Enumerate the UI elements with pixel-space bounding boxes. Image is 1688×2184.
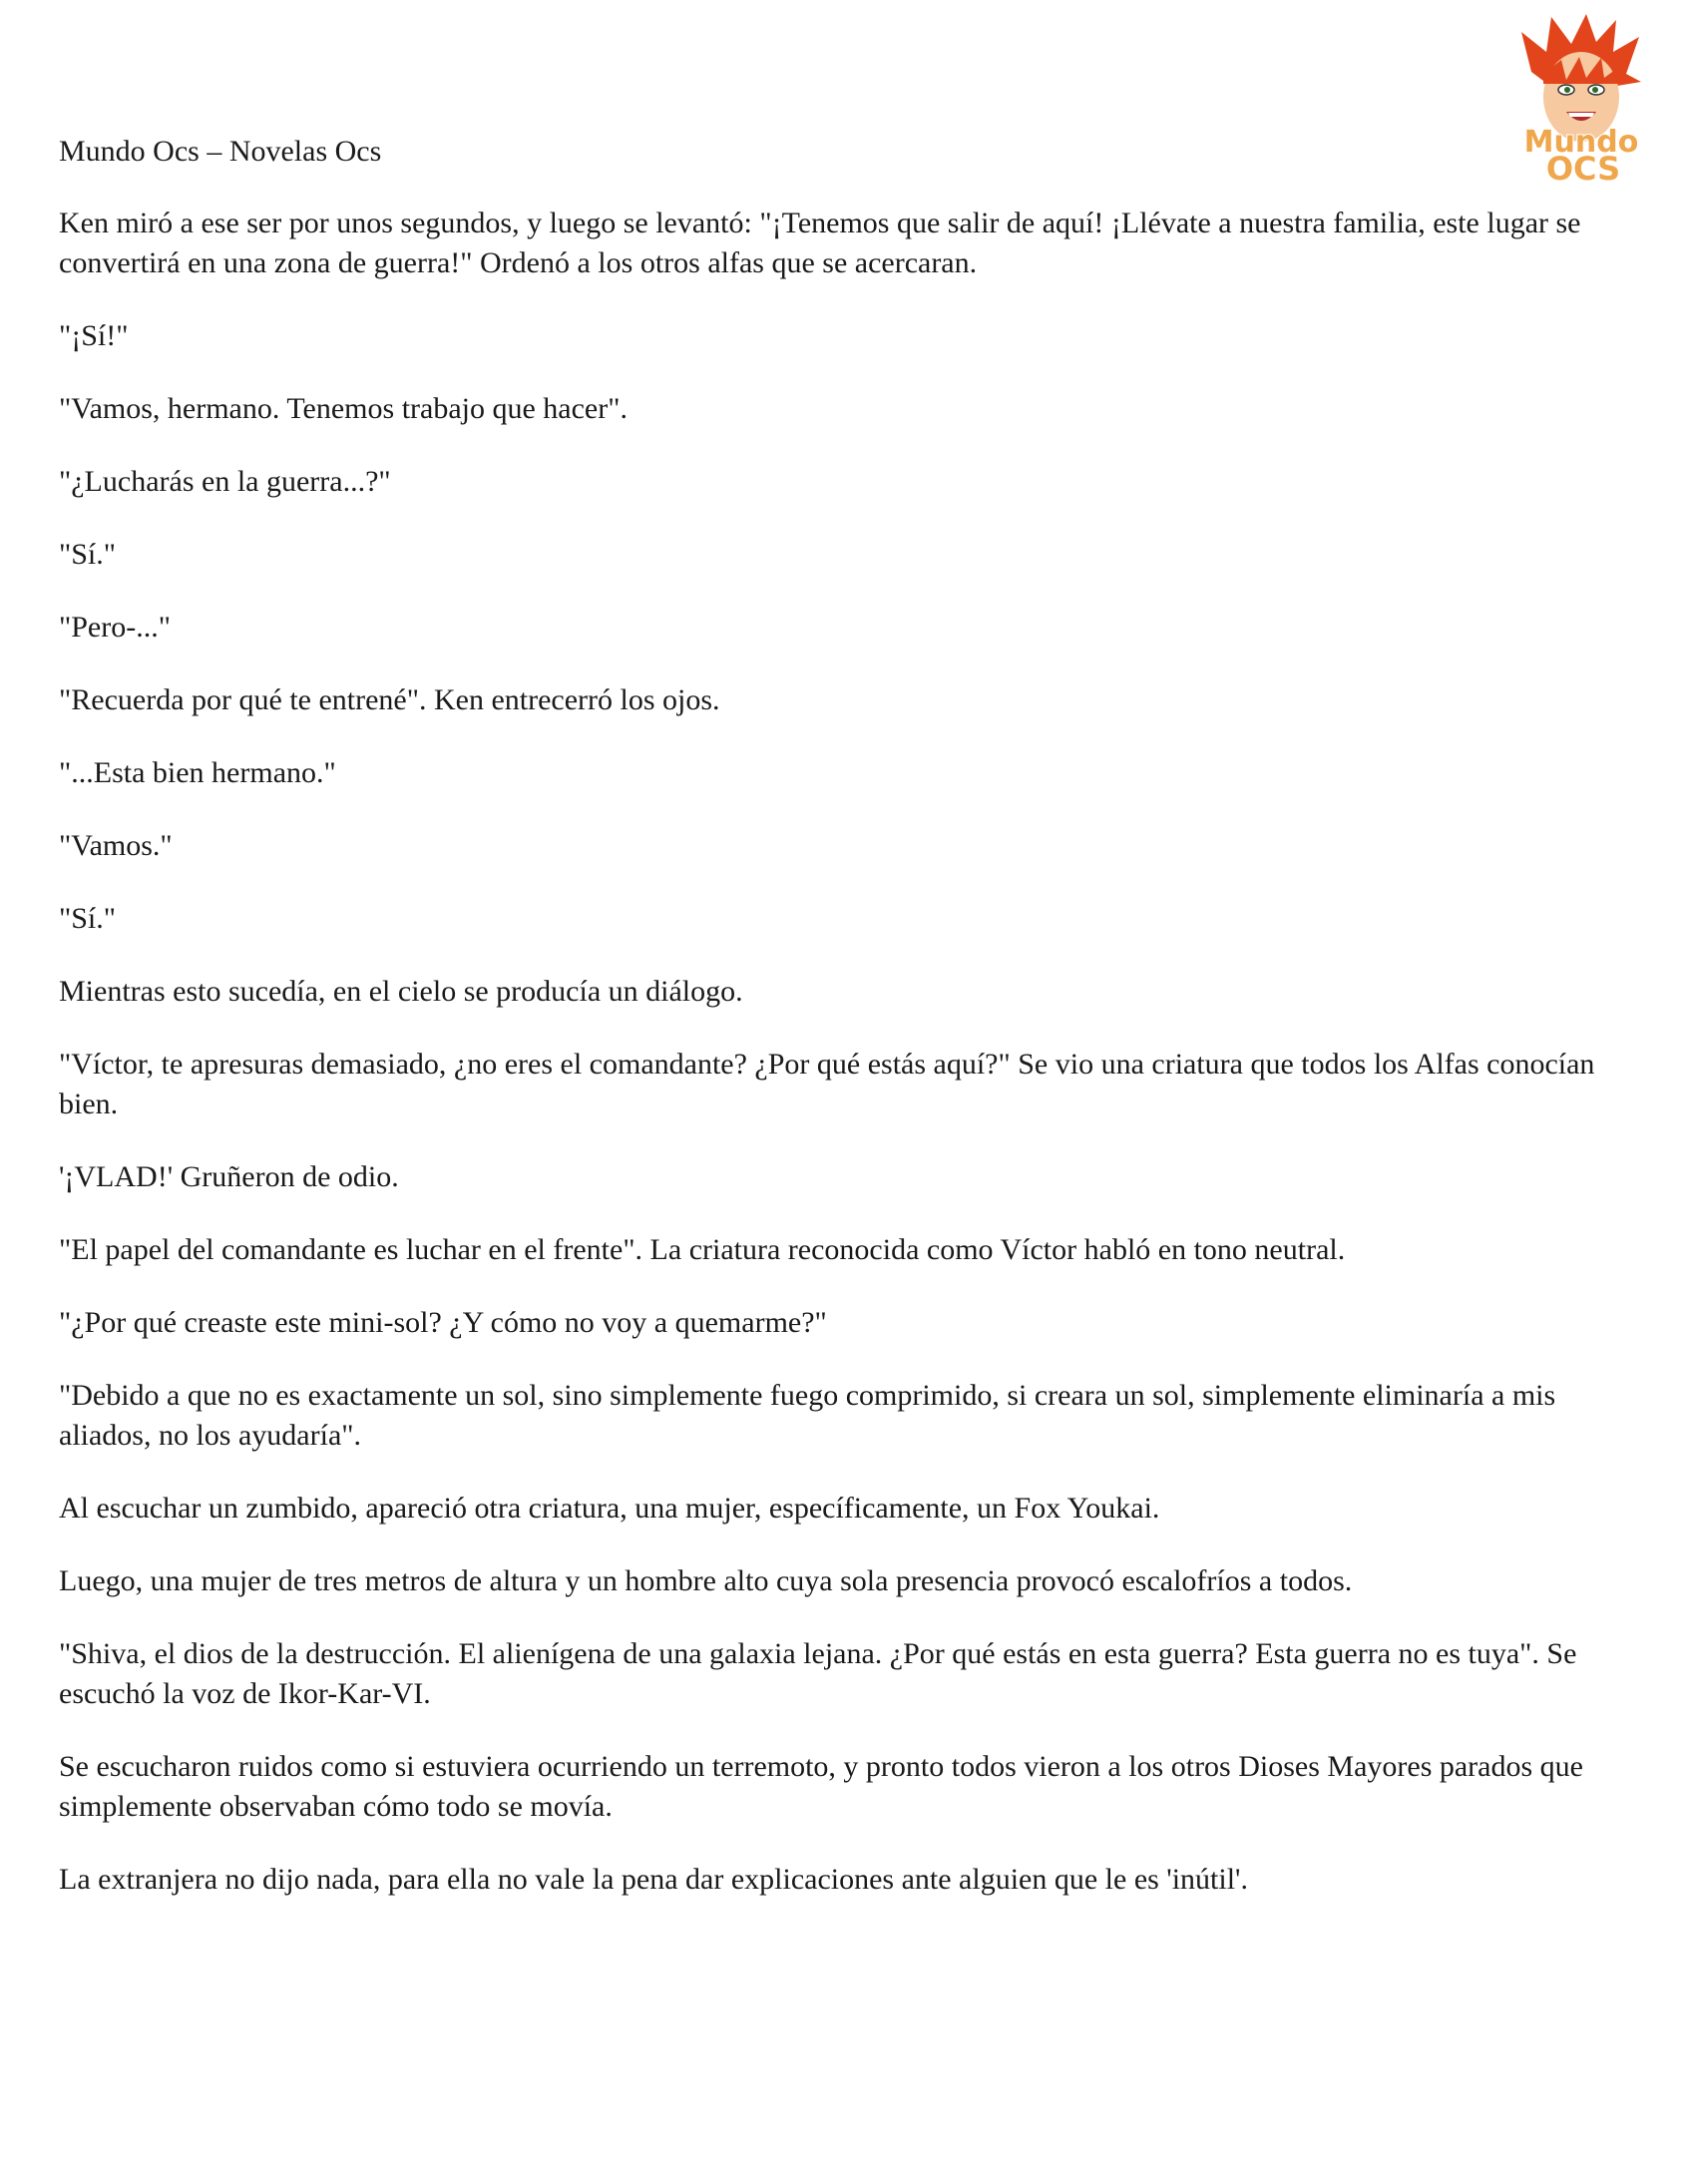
paragraph: "¿Lucharás en la guerra...?" [59,465,391,498]
paragraph: "Debido a que no es exactamente un sol, sino simplemente fuego comprimido, si creara un sol, simplemente eliminaría a mis aliados, no los ayudaría". [59,1379,1556,1452]
paragraph: "Shiva, el dios de la destrucción. El alienígena de una galaxia lejana. ¿Por qué estás en esta guerra? Esta guerra no es tuya". Se escuchó la voz de Ikor-Kar-VI. [59,1637,1577,1710]
paragraph: "Vamos, hermano. Tenemos trabajo que hacer". [59,392,628,425]
paragraph: Ken miró a ese ser por unos segundos, y luego se levantó: "¡Tenemos que salir de aquí! ¡Llévate a nuestra familia, este lugar se convertirá en una zona de guerra!" Ordenó a los otros alfas que se acercaran. [59,207,1581,279]
document-page [59,132,1655,1933]
document-header: Mundo Ocs – Novelas Ocs [59,135,382,168]
paragraph: "Pero-..." [59,611,171,644]
paragraph: Mientras esto sucedía, en el cielo se producía un diálogo. [59,975,743,1008]
paragraph: "Víctor, te apresuras demasiado, ¿no eres el comandante? ¿Por qué estás aquí?" Se vio una criatura que todos los Alfas conocían bien. [59,1048,1595,1120]
paragraph: '¡VLAD!' Gruñeron de odio. [59,1160,399,1193]
logo-text-mundo: Mundo [1523,125,1639,160]
paragraph: "¡Sí!" [59,319,129,352]
paragraph: "Recuerda por qué te entrené". Ken entrecerró los ojos. [59,683,720,716]
paragraph: "Sí." [59,538,117,571]
paragraph: "...Esta bien hermano." [59,756,336,789]
paragraph: "¿Por qué creaste este mini-sol? ¿Y cómo no voy a quemarme?" [59,1306,827,1339]
paragraph: Al escuchar un zumbido, apareció otra criatura, una mujer, específicamente, un Fox Youkai. [59,1492,1160,1525]
paragraph: "El papel del comandante es luchar en el frente". La criatura reconocida como Víctor habló en tono neutral. [59,1233,1346,1266]
paragraph: Se escucharon ruidos como si estuviera ocurriendo un terremoto, y pronto todos vieron a los otros Dioses Mayores parados que simplemente observaban cómo todo se movía. [59,1750,1583,1823]
paragraph: "Sí." [59,902,117,935]
paragraph: Luego, una mujer de tres metros de altura y un hombre alto cuya sola presencia provocó escalofríos a todos. [59,1564,1353,1597]
paragraph: La extranjera no dijo nada, para ella no vale la pena dar explicaciones ante alguien que le es 'inútil'. [59,1863,1248,1896]
logo-text-ocs: OCS [1545,150,1621,187]
paragraph: "Vamos." [59,829,173,862]
